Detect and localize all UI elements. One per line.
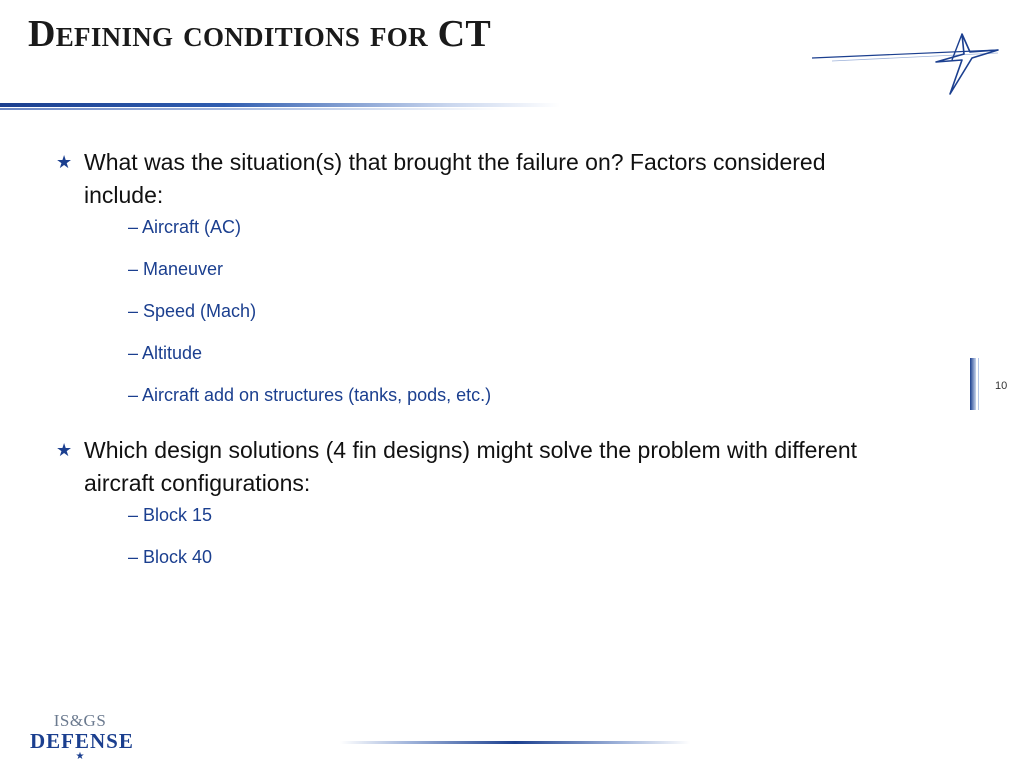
list-item: – Altitude <box>128 343 203 363</box>
bullet-situation <box>56 146 896 212</box>
logo-org-name: DEFENSE <box>30 729 134 753</box>
list-item: – Block 15 <box>128 505 213 525</box>
title-underline-thin <box>0 108 560 110</box>
page-tab-marker <box>970 358 976 410</box>
list-item: – Aircraft (AC) <box>128 217 242 237</box>
star-bullet-icon: ★ <box>56 440 73 460</box>
isgs-defense-logo <box>30 711 134 764</box>
slide-title: Defining conditions for CT <box>28 13 492 55</box>
page-tab-line <box>978 358 979 410</box>
list-item: – Speed (Mach) <box>128 301 257 321</box>
list-item: – Maneuver <box>128 259 224 279</box>
bullet-design-solutions <box>56 434 896 500</box>
footer-divider <box>340 741 690 744</box>
sub-list-blocks <box>56 504 896 568</box>
page-number: 10 <box>995 380 1008 392</box>
slide-content <box>56 146 896 588</box>
list-item: – Block 40 <box>128 547 213 567</box>
lockheed-star-icon <box>812 30 1002 96</box>
logo-star-icon: ★ <box>75 751 85 762</box>
sub-list-factors <box>56 216 896 406</box>
title-underline <box>0 103 560 107</box>
bullet-text: What was the situation(s) that brought the failure on? Factors considered include: <box>84 149 826 208</box>
logo-org-line: IS&GS <box>53 711 107 730</box>
list-item: – Aircraft add on structures (tanks, pods, etc.) <box>128 385 492 405</box>
bullet-text: Which design solutions (4 fin designs) might solve the problem with different aircraft configurations: <box>84 437 858 496</box>
star-bullet-icon: ★ <box>56 152 73 172</box>
